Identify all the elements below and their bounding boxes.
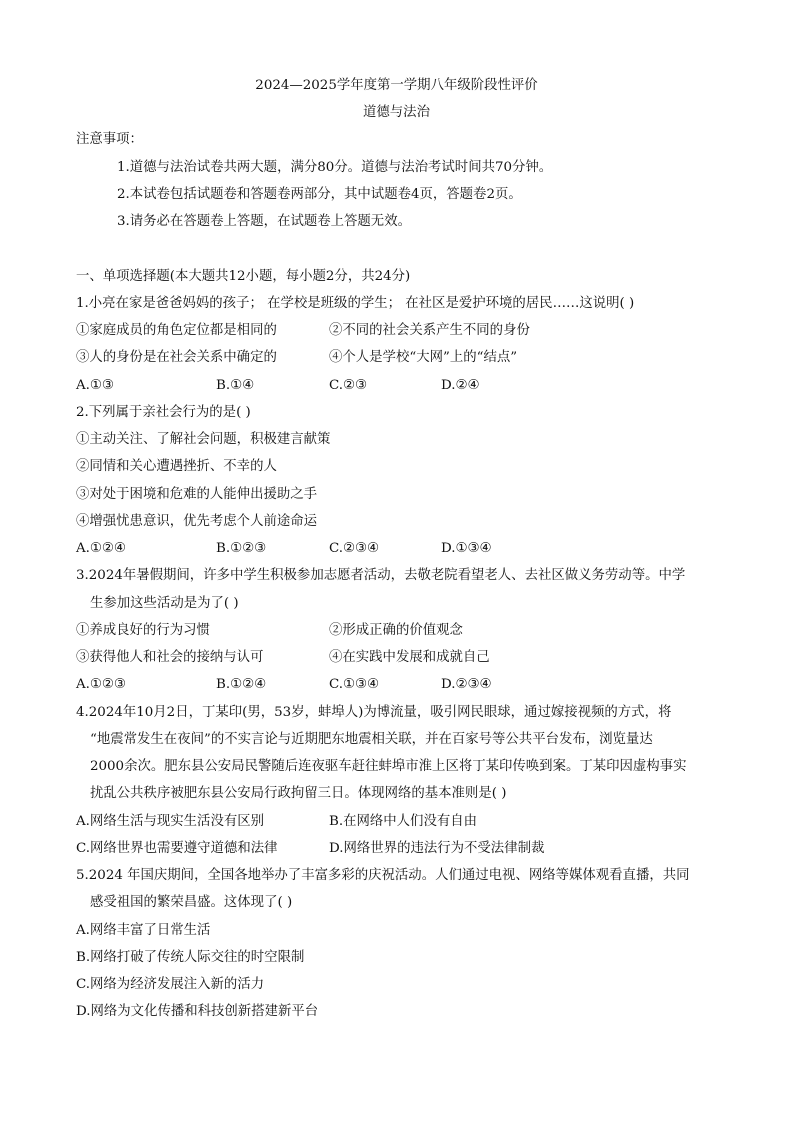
q3-statement: ②形成正确的价值观念	[329, 623, 463, 638]
question-3-stem-line: 生参加这些活动是为了( )	[90, 596, 239, 611]
q1-statement: ②不同的社会关系产生不同的身份	[329, 323, 530, 338]
q5-option-a[interactable]: A.网络丰富了日常生活	[76, 923, 211, 938]
q3-statement: ③获得他人和社会的接纳与认可	[76, 650, 264, 665]
q3-option-b[interactable]: B.①②④	[216, 677, 267, 692]
notice-item: 3.请务必在答题卷上答题，在试题卷上答题无效。	[117, 214, 411, 229]
question-5-stem-line: 感受祖国的繁荣昌盛。这体现了( )	[90, 895, 293, 910]
q1-option-d[interactable]: D.②④	[441, 378, 480, 393]
q1-option-a[interactable]: A.①③	[76, 378, 114, 393]
q3-statement: ①养成良好的行为习惯	[76, 623, 210, 638]
q2-option-b[interactable]: B.①②③	[216, 541, 267, 556]
q2-statement: ③对处于困境和危难的人能伸出援助之手	[76, 487, 318, 502]
q3-option-c[interactable]: C.①③④	[329, 677, 380, 692]
q5-option-d[interactable]: D.网络为文化传播和科技创新搭建新平台	[76, 1004, 319, 1019]
question-3-stem-line: 3.2024年暑假期间，许多中学生积极参加志愿者活动，去敬老院看望老人、去社区做义务劳动等。中学	[76, 568, 686, 583]
q2-option-c[interactable]: C.②③④	[329, 541, 380, 556]
q2-statement: ④增强忧患意识，优先考虑个人前途命运	[76, 514, 318, 529]
question-4-stem-line: 2000余次。肥东县公安局民警随后连夜驱车赶往蚌埠市淮上区将丁某印传唤到案。丁某印因虚构事实	[90, 759, 687, 774]
q2-option-d[interactable]: D.①③④	[441, 541, 492, 556]
q2-statement: ①主动关注、了解社会问题，积极建言献策	[76, 432, 331, 447]
question-5-stem-line: 5.2024 年国庆期间，全国各地举办了丰富多彩的庆祝活动。人们通过电视、网络等媒体观看直播，共同	[76, 868, 690, 883]
q3-statement: ④在实践中发展和成就自己	[329, 650, 490, 665]
q1-option-b[interactable]: B.①④	[216, 378, 255, 393]
question-1-stem: 1.小亮在家是爸爸妈妈的孩子； 在学校是班级的学生； 在社区是爱护环境的居民……这说明( )	[76, 296, 635, 311]
q4-option-a[interactable]: A.网络生活与现实生活没有区别	[76, 814, 265, 829]
q1-statement: ③人的身份是在社会关系中确定的	[76, 350, 277, 365]
q3-option-a[interactable]: A.①②③	[76, 677, 126, 692]
section-heading: 一、单项选择题(本大题共12小题，每小题2分，共24分)	[76, 269, 411, 284]
exam-subject: 道德与法治	[363, 105, 430, 120]
q5-option-c[interactable]: C.网络为经济发展注入新的活力	[76, 977, 265, 992]
question-2-stem: 2.下列属于亲社会行为的是( )	[76, 405, 251, 420]
q1-statement: ①家庭成员的角色定位都是相同的	[76, 323, 277, 338]
question-4-stem-line: “地震常发生在夜间”的不实言论与近期肥东地震相关联，并在百家号等公共平台发布，浏览量达	[90, 732, 653, 747]
q4-option-b[interactable]: B.在网络中人们没有自由	[329, 814, 478, 829]
q4-option-d[interactable]: D.网络世界的违法行为不受法律制裁	[329, 841, 545, 856]
q4-option-c[interactable]: C.网络世界也需要遵守道德和法律	[76, 841, 278, 856]
q2-statement: ②同情和关心遭遇挫折、不幸的人	[76, 459, 277, 474]
notice-item: 1.道德与法治试卷共两大题，满分80分。道德与法治考试时间共70分钟。	[117, 160, 553, 175]
q1-statement: ④个人是学校“大网”上的“结点”	[329, 350, 518, 365]
notice-item: 2.本试卷包括试题卷和答题卷两部分，其中试题卷4页，答题卷2页。	[117, 187, 522, 202]
q3-option-d[interactable]: D.②③④	[441, 677, 492, 692]
notice-heading: 注意事项：	[76, 132, 143, 147]
q1-option-c[interactable]: C.②③	[329, 378, 368, 393]
question-4-stem-line: 4.2024年10月2日，丁某印(男，53岁，蚌埠人)为博流量，吸引网民眼球，通过嫁接视频的方式，将	[76, 705, 672, 720]
q2-option-a[interactable]: A.①②④	[76, 541, 126, 556]
question-4-stem-line: 扰乱公共秩序被肥东县公安局行政拘留三日。体现网络的基本准则是( )	[90, 786, 507, 801]
exam-title: 2024—2025学年度第一学期八年级阶段性评价	[255, 78, 538, 93]
q5-option-b[interactable]: B.网络打破了传统人际交往的时空限制	[76, 950, 305, 965]
